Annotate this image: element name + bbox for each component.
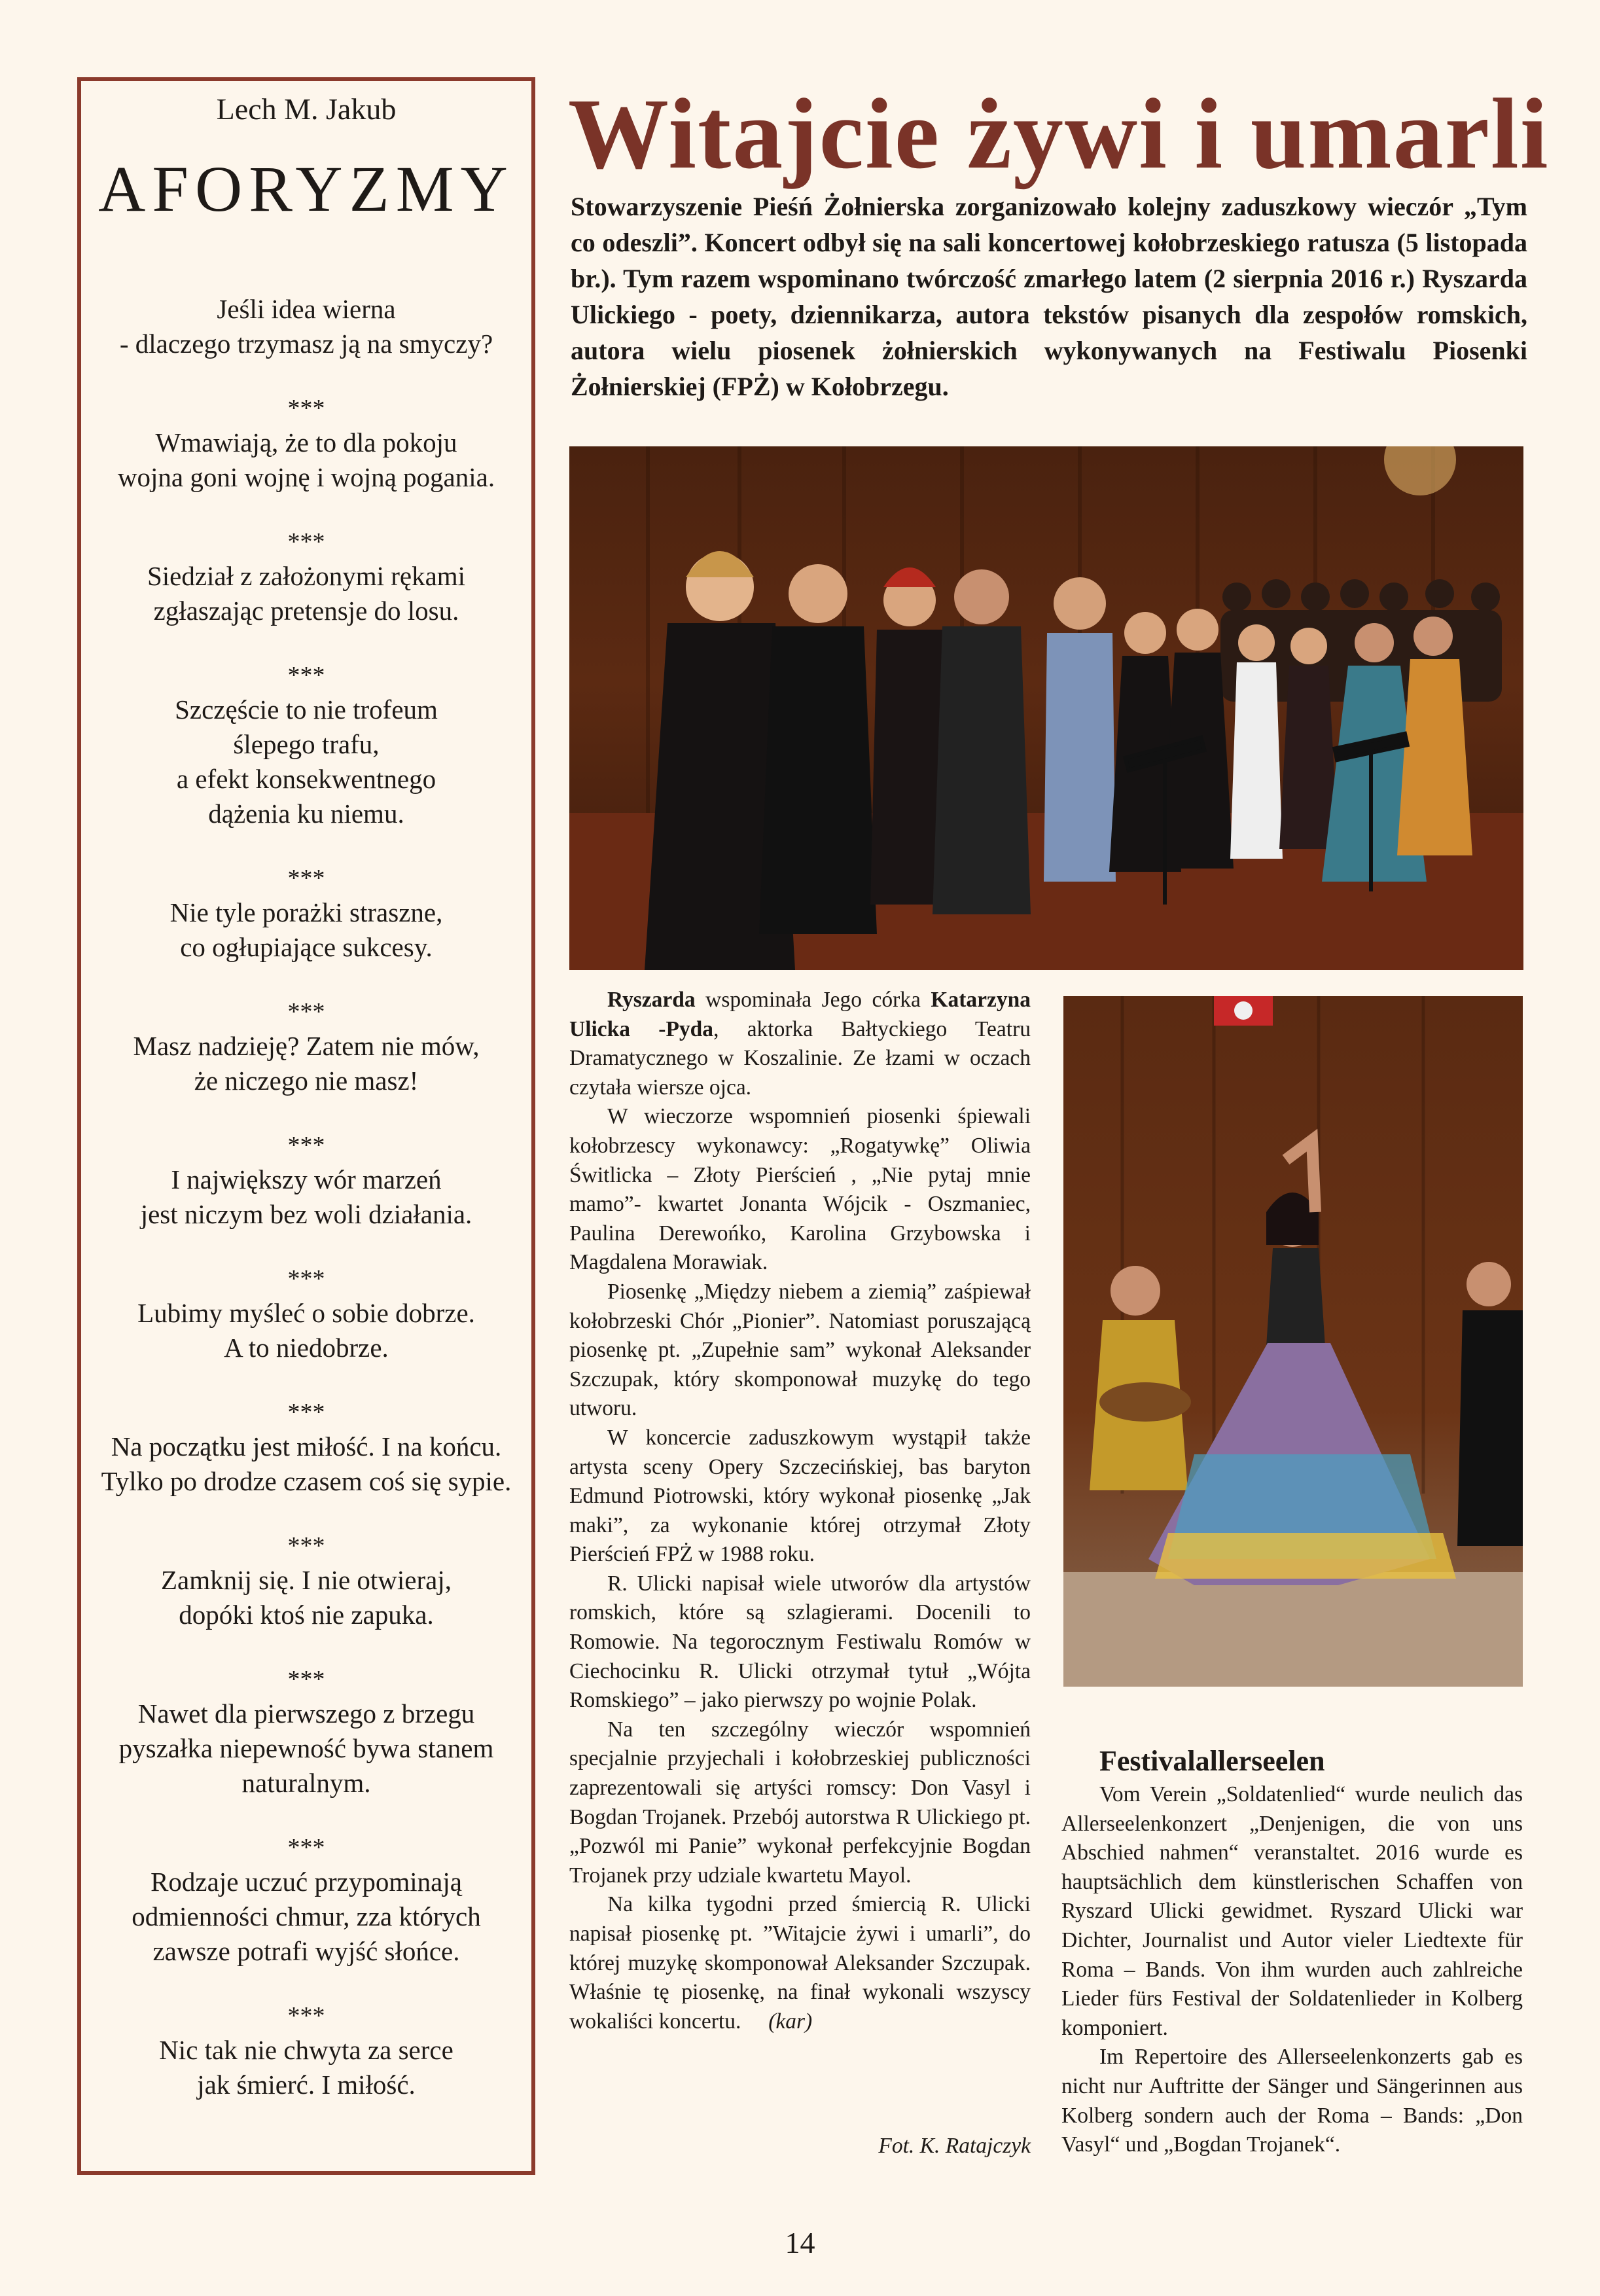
aphorism-separator: *** <box>287 1265 325 1293</box>
text-span: , aktorka Bałtyckiego Teatru Dramatycznego w Koszalinie. Ze łzami w oczach czytała wiersze ojca. <box>569 1016 1031 1100</box>
article-paragraph: Piosenkę „Między niebem a ziemią” zaśpiewał kołobrzeski Chór „Pionier”. Natomiast poruszającą piosenkę pt. „Zupełnie sam” wykonał Aleksander Szczupak, który skomponował muzykę do tego utworu. <box>569 1279 1031 1421</box>
aphorism-line: dopóki ktoś nie zapuka. <box>179 1600 434 1630</box>
aphorism <box>81 1696 531 1801</box>
dancer-photo <box>1063 996 1523 1687</box>
aphorism-line: Masz nadzieję? Zatem nie mów, <box>133 1031 480 1061</box>
aphorism-separator: *** <box>287 998 325 1026</box>
text-span: wspominała Jego córka <box>695 988 931 1012</box>
aphorism-line: odmienności chmur, zza których <box>132 1901 481 1931</box>
bold-name: Ryszarda <box>607 988 696 1012</box>
aphorism-separator: *** <box>287 1132 325 1159</box>
aphorism <box>81 559 531 628</box>
aphorism-line: Nic tak nie chwyta za serce <box>159 2035 453 2065</box>
article-paragraph: W wieczorze wspomnień piosenki śpiewali kołobrzescy wykonawcy: „Rogatywkę” Oliwia Świtlicka – Złoty Pierścień , „Nie pytaj mnie mamo”- kwartet Jonanta Wójcik - Oszmaniec, Paulina Derewońko, Karolina Grzybowska i Magdalena Morawiak. <box>569 1104 1031 1275</box>
german-paragraph: Im Repertoire des Allerseelenkonzerts gab es nicht nur Auftritte der Sänger und Sängerinnen aus Kolberg sondern auch der Roma – Bands: „Don Vasyl“ und „Bogdan Trojanek“. <box>1061 2045 1523 2157</box>
german-paragraph: Vom Verein „Soldatenlied“ wurde neulich das Allerseelenkonzert „Denjenigen, die von uns Abschied nahmen“ veranstaltet. 2016 wurde es hauptsächlich dem künstlerischen Schaffen von Ryszard Ulicki gewidmet. Ryszard Ulicki war Dichter, Journalist und Autor vieler Liedtexte für Roma – Bands. Von ihm wurden auch zahlreiche Lieder fürs Festival der Soldatenlieder in Kolberg komponiert. <box>1061 1782 1523 2040</box>
article-body <box>569 986 1031 2036</box>
aphorism-line: A to niedobrze. <box>224 1333 389 1363</box>
aphorism-line: Wmawiają, że to dla pokoju <box>155 427 457 457</box>
article-paragraph <box>569 986 1031 1102</box>
aphorism <box>81 895 531 965</box>
aphorism-line: Nie tyle porażki straszne, <box>169 897 443 927</box>
article-paragraph: W koncercie zaduszkowym wystąpił także artysta sceny Opery Szczecińskiej, bas baryton Edmund Piotrowski, który wykonał piosenkę „Jak maki”, za wykonanie której otrzymał Złoty Pierścień FPŻ w 1988 roku. <box>569 1425 1031 1567</box>
aphorism-line: zgłaszając pretensje do losu. <box>153 596 459 626</box>
photo-credit: Fot. K. Ratajczyk <box>878 2134 1031 2158</box>
aphorism <box>81 1429 531 1499</box>
aphorism-line: Jeśli idea wierna <box>217 294 396 324</box>
german-summary-body <box>1061 1780 1523 2160</box>
article-paragraph: Na ten szczególny wieczór wspomnień specjalnie przyjechali i kołobrzeskiej publiczności zaprezentowali się artyści romscy: Don Vasyl i Bogdan Trojanek. Przebój autorstwa R Ulickiego pt. „Pozwól mi Panie” wykonał perfekcyjnie Bogdan Trojanek przy udziale kwartetu Mayol. <box>569 1717 1031 1888</box>
aphorism <box>81 1563 531 1632</box>
german-summary-title: Festivalallerseelen <box>1099 1745 1325 1777</box>
aphorism-line: Nawet dla pierwszego z brzegu <box>137 1698 475 1729</box>
aphorism <box>81 1865 531 1969</box>
aphorism-line: zawsze potrafi wyjść słońce. <box>152 1936 460 1966</box>
aphorism-line: jak śmierć. I miłość. <box>197 2070 416 2100</box>
aphorism-line: Lubimy myśleć o sobie dobrze. <box>137 1298 475 1328</box>
dancer-illustration <box>1063 996 1523 1687</box>
author-signature: (kar) <box>768 2009 813 2034</box>
aphorism <box>81 292 531 361</box>
aphorisms-box <box>77 77 535 2175</box>
aphorisms-author: Lech M. Jakub <box>216 92 397 126</box>
article-lead: Stowarzyszenie Pieśń Żołnierska zorganizowało kolejny zaduszkowy wieczór „Tym co odeszli”. Koncert odbył się na sali koncertowej kołobrzeskiego ratusza (5 listopada br.). Tym razem wspominano twórczość zmarłego latem (2 sierpnia 2016 r.) Ryszarda Ulickiego - poety, dziennikarza, autora tekstów pisanych dla zespołów romskich, autora wielu piosenek żołnierskich wykonywanych na Festiwalu Piosenki Żołnierskiej (FPŻ) w Kołobrzegu. <box>571 192 1527 401</box>
aphorism-line: I największy wór marzeń <box>171 1164 442 1194</box>
concert-group-illustration <box>569 446 1523 970</box>
aphorism-line: Siedział z założonymi rękami <box>147 561 466 591</box>
aphorism-line: jest niczym bez woli działania. <box>140 1199 472 1229</box>
aphorism-line: Tylko po drodze czasem coś się sypie. <box>101 1466 512 1496</box>
page-number: 14 <box>785 2226 815 2259</box>
aphorism-line: dążenia ku niemu. <box>208 798 404 829</box>
aphorism-line: a efekt konsekwentnego <box>176 764 436 794</box>
aphorisms-list <box>81 292 531 2102</box>
aphorism-separator: *** <box>287 1834 325 1861</box>
text-span: Na kilka tygodni przed śmiercią R. Ulicki napisał piosenkę pt. ”Witajcie żywi i umarli”, do której muzykę skomponował Aleksander Szczupak. Właśnie tę piosenkę, na finał wykonali wszyscy wokaliści koncertu. <box>569 1892 1031 2034</box>
aphorisms-title: AFORYZMY <box>98 152 514 225</box>
aphorism-line: że niczego nie masz! <box>194 1066 419 1096</box>
article-paragraph: R. Ulicki napisał wiele utworów dla artystów romskich, które są szlagierami. Docenili to Romowie. Na tegorocznym Festiwalu Romów w Ciechocinku R. Ulicki otrzymał tytuł „Wójta Romskiego” – jako pierwszy po wojnie Polak. <box>569 1571 1031 1713</box>
aphorism <box>81 425 531 495</box>
aphorism-line: Na początku jest miłość. I na końcu. <box>111 1431 502 1462</box>
aphorism-line: naturalnym. <box>241 1768 371 1798</box>
aphorism-separator: *** <box>287 1666 325 1693</box>
aphorism-line: pyszałka niepewność bywa stanem <box>118 1733 494 1763</box>
aphorism-line: co ogłupiające sukcesy. <box>180 932 433 962</box>
aphorism-separator: *** <box>287 528 325 556</box>
aphorism-line: Zamknij się. I nie otwieraj, <box>160 1565 452 1595</box>
bold-name: Katarzyna Ulicka -Pyda <box>569 988 1031 1041</box>
aphorism-line: wojna goni wojnę i wojną pogania. <box>117 462 495 492</box>
aphorism-separator: *** <box>287 662 325 689</box>
aphorism <box>81 2033 531 2102</box>
aphorism-line: Szczęście to nie trofeum <box>175 694 438 725</box>
article-paragraph <box>569 1890 1031 2036</box>
concert-group-photo <box>569 446 1523 970</box>
aphorism-separator: *** <box>287 1399 325 1426</box>
aphorism-separator: *** <box>287 865 325 892</box>
aphorism-separator: *** <box>287 1532 325 1560</box>
aphorism <box>81 1296 531 1365</box>
aphorism <box>81 692 531 831</box>
article-headline: Witajcie żywi i umarli <box>568 79 1550 190</box>
aphorism <box>81 1029 531 1098</box>
aphorism-separator: *** <box>287 395 325 422</box>
aphorism-line: Rodzaje uczuć przypominają <box>151 1867 462 1897</box>
aphorism-line: ślepego trafu, <box>233 729 380 759</box>
aphorism-separator: *** <box>287 2002 325 2030</box>
aphorism <box>81 1162 531 1232</box>
aphorism-line: - dlaczego trzymasz ją na smyczy? <box>119 329 493 359</box>
